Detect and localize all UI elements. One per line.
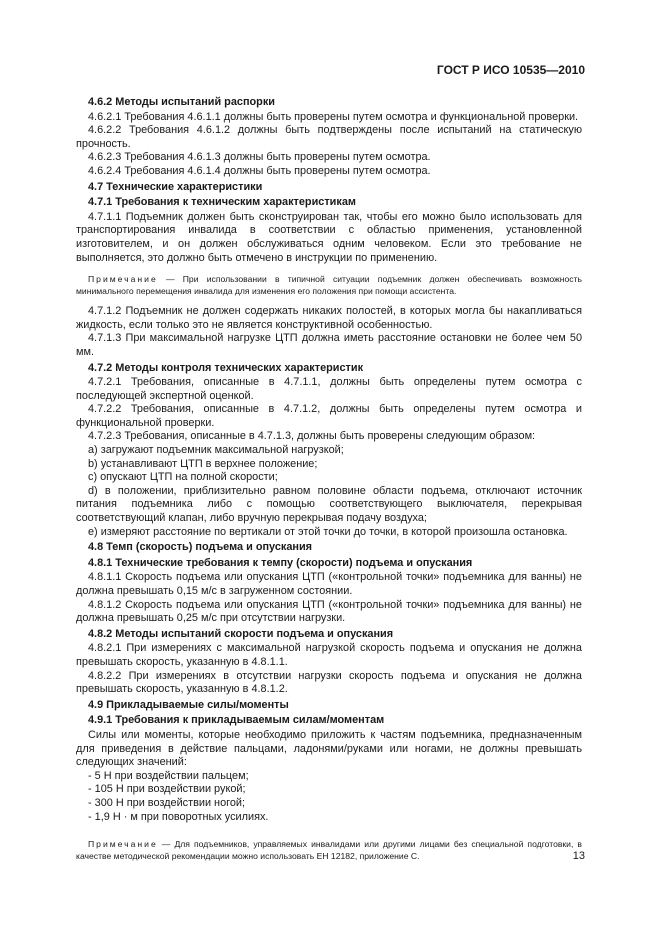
section-heading-4-9-1: 4.9.1 Требования к прикладываемым силам/моментам (88, 714, 385, 727)
paragraph: 4.6.2.1 Требования 4.6.1.1 должны быть проверены путем осмотра и функциональной проверки. (88, 110, 579, 123)
section-heading-4-7: 4.7 Технические характеристики (88, 180, 263, 193)
section-heading-4-7-1: 4.7.1 Требования к техническим характеристикам (88, 196, 356, 209)
paragraph: 4.7.2.3 Требования, описанные в 4.7.1.3, должны быть проверены следующим образом: (88, 430, 536, 443)
list-item: e) измеряют расстояние по вертикали от этой точки до точки, в которой произошла остановка. (88, 525, 568, 538)
note (76, 838, 582, 862)
list-item: a) загружают подъемник максимальной нагрузкой; (88, 444, 344, 457)
paragraph: 4.7.2.1 Требования, описанные в 4.7.1.1, должны быть определены путем осмотра с последующей экспертной оценкой. (76, 376, 582, 402)
document-header: ГОСТ Р ИСО 10535—2010 (436, 63, 585, 77)
paragraph: 4.6.2.2 Требования 4.6.1.2 должны быть подтверждены после испытаний на статическую прочность. (76, 124, 582, 150)
list-item: d) в положении, приблизительно равном половине области подъема, отключают источник питания подъемника либо с помощью соответствующего выключателя, перекрывая соответствующий клапан, либо вручную перекрывая подачу воздуха; (76, 484, 582, 525)
paragraph: Силы или моменты, которые необходимо приложить к частям подъемника, предназначенным для приведения в действие пальцами, ладонями/руками или ногами, не должны превышать следующих значений: (76, 728, 582, 769)
list-item: - 5 Н при воздействии пальцем; (88, 769, 249, 782)
paragraph: 4.6.2.3 Требования 4.6.1.3 должны быть проверены путем осмотра. (88, 151, 431, 164)
section-heading-4-6-2: 4.6.2 Методы испытаний распорки (88, 96, 275, 108)
paragraph: 4.6.2.4 Требования 4.6.1.4 должны быть проверены путем осмотра. (88, 164, 431, 177)
page-number: 13 (572, 850, 585, 862)
list-item: - 300 Н при воздействии ногой; (88, 796, 246, 809)
page-body (76, 94, 582, 870)
list-item: b) устанавливают ЦТП в верхнее положение; (88, 457, 318, 470)
note (76, 273, 582, 297)
paragraph: 4.7.1.1 Подъемник должен быть сконструирован так, чтобы его можно было использовать для транспортирования инвалида в соответствии с областью применения, установленной изготовителем, и он должен обслуживаться одним человеком. Если это требование не выполняется, это должно быть отмечено в инструкции по применению. (76, 210, 582, 264)
paragraph: 4.7.2.2 Требования, описанные в 4.7.1.2, должны быть определены путем осмотра и функциональной проверки. (76, 403, 582, 429)
paragraph: 4.7.1.2 Подъемник не должен содержать никаких полостей, в которых могла бы накапливаться жидкость, если только это не является конструктивной особенностью. (76, 305, 582, 331)
section-heading-4-8-1: 4.8.1 Технические требования к темпу (скорости) подъема и опускания (88, 556, 473, 569)
note-label: Примечание (88, 274, 158, 285)
list-item: - 1,9 Н · м при поворотных усилиях. (88, 810, 269, 823)
section-heading-4-7-2: 4.7.2 Методы контроля технических характеристик (88, 361, 364, 374)
paragraph: 4.8.1.1 Скорость подъема или опускания ЦТП («контрольной точки» подъемника для ванны) не должна превышать 0,15 м/с в загруженном состоянии. (76, 571, 582, 597)
paragraph: 4.8.2.1 При измерениях с максимальной нагрузкой скорость подъема и опускания не должна превышать скорость, указанную в 4.8.1.1. (76, 642, 582, 668)
paragraph: 4.8.2.2 При измерениях в отсутствии нагрузки скорость подъема и опускания не должна превышать скорость, указанную в 4.8.1.2. (76, 669, 582, 696)
list-item: c) опускают ЦТП на полной скорости; (88, 471, 278, 484)
note-text: — При использовании в типичной ситуации подъемник должен обеспечивать возможность минимального перемещения инвалида для изменения его положения при помощи ассистента. (76, 274, 582, 297)
paragraph: 4.8.1.2 Скорость подъема или опускания ЦТП («контрольной точки» подъемника для ванны) не должна превышать 0,25 м/с при отсутствии нагрузки. (76, 598, 582, 625)
note-label: Примечание (88, 839, 158, 850)
section-heading-4-9: 4.9 Прикладываемые силы/моменты (88, 698, 289, 711)
paragraph: 4.7.1.3 При максимальной нагрузке ЦТП должна иметь расстояние остановки не более чем 50 мм. (76, 332, 582, 358)
section-heading-4-8: 4.8 Темп (скорость) подъема и опускания (88, 541, 313, 554)
list-item: - 105 Н при воздействии рукой; (88, 783, 246, 796)
section-heading-4-8-2: 4.8.2 Методы испытаний скорости подъема и опускания (88, 627, 394, 640)
note-text: — Для подъемников, управляемых инвалидами или другими лицами без специальной подготовки, в качестве методической рекомендации можно использовать ЕН 12182, приложение С. (76, 839, 582, 862)
